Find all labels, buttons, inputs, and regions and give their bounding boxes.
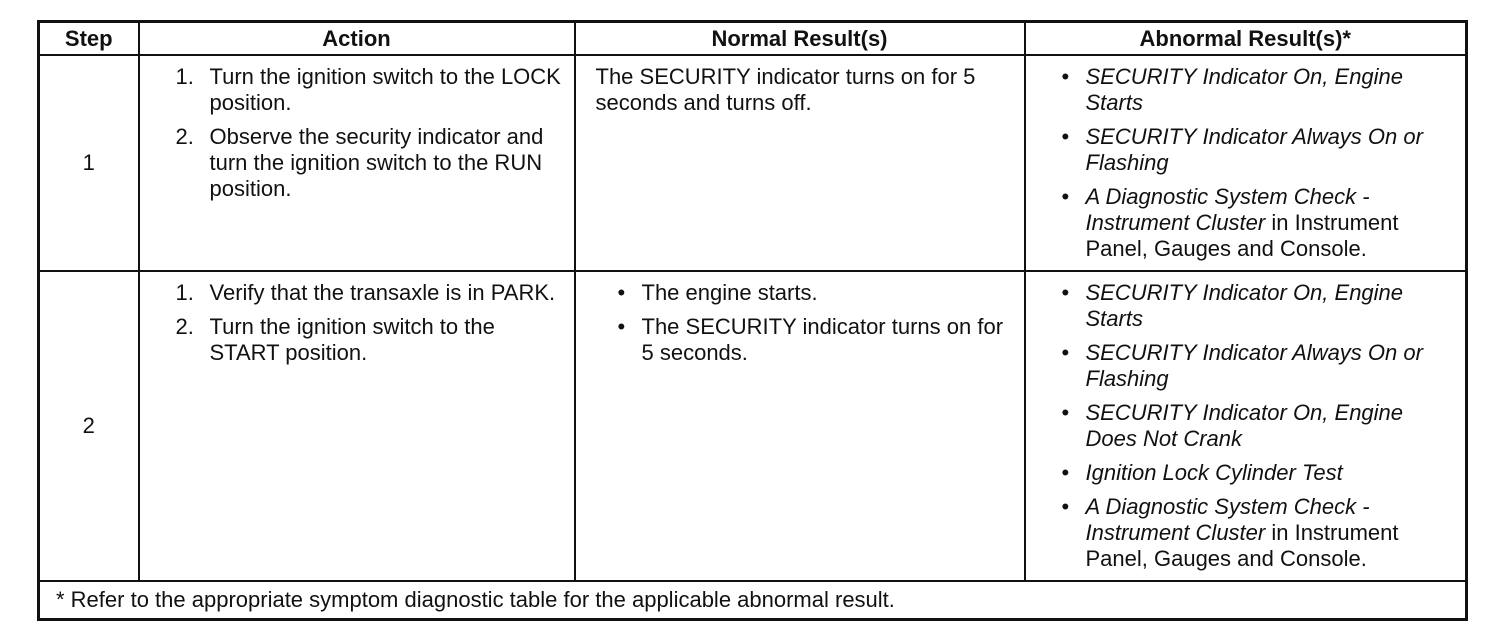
abnormal-result-list [1026,272,1466,572]
action-number: 1. [175,64,194,89]
header-step: Step [39,22,139,56]
bullet-icon: • [1061,124,1070,149]
action-item [176,280,564,306]
normal-result-cell [575,55,1025,271]
abnormal-result-item [1062,124,1458,176]
abnormal-result-item [1062,340,1458,392]
abnormal-result-link-text: SECURITY Indicator Always On or Flashing [1085,340,1423,391]
header-action: Action [139,22,575,56]
action-text: Verify that the transaxle is in PARK. [209,280,556,305]
abnormal-result-item [1062,184,1458,262]
bullet-icon: • [1061,280,1070,305]
abnormal-result-item [1062,400,1458,452]
normal-result-text: The engine starts. [641,280,818,305]
abnormal-result-list [1026,56,1466,262]
header-normal-results: Normal Result(s) [575,22,1025,56]
action-item [176,64,564,116]
normal-result-item [618,280,1016,306]
action-item [176,124,564,202]
bullet-icon: • [1061,184,1070,209]
step-number: 1 [39,55,139,271]
abnormal-result-link-text: A Diagnostic System Check - Instrument Cluster [1085,184,1370,235]
abnormal-result-link-text: SECURITY Indicator On, Engine Does Not Crank [1085,400,1404,451]
bullet-icon: • [1061,494,1070,519]
action-number: 1. [175,280,194,305]
header-abnormal-results: Abnormal Result(s)* [1025,22,1467,56]
action-list [140,272,574,366]
table-row-step-1 [39,55,1467,271]
footnote-row [39,581,1467,620]
bullet-icon: • [617,280,626,305]
action-list [140,56,574,202]
bullet-icon: • [1061,400,1070,425]
abnormal-result-item [1062,460,1458,486]
abnormal-result-cell [1025,55,1467,271]
footnote: * Refer to the appropriate symptom diagnostic table for the applicable abnormal result. [39,581,1467,620]
bullet-icon: • [617,314,626,339]
abnormal-result-item [1062,64,1458,116]
action-text: Turn the ignition switch to the START position. [209,314,495,365]
bullet-icon: • [1061,460,1070,485]
normal-result-item [618,314,1016,366]
header-row [39,22,1467,56]
action-item [176,314,564,366]
table-row-step-2 [39,271,1467,581]
abnormal-result-text: in Instrument Panel, Gauges and Console. [1085,210,1399,261]
action-cell [139,55,575,271]
step-number: 2 [39,271,139,581]
abnormal-result-link-text: SECURITY Indicator On, Engine Starts [1085,64,1404,115]
abnormal-result-cell [1025,271,1467,581]
bullet-icon: • [1061,340,1070,365]
normal-result-cell [575,271,1025,581]
normal-result-text: The SECURITY indicator turns on for 5 seconds and turns off. [595,64,976,115]
abnormal-result-item [1062,494,1458,572]
abnormal-result-link-text: SECURITY Indicator Always On or Flashing [1085,124,1423,175]
action-number: 2. [175,124,194,149]
diagnostic-table [37,20,1468,621]
abnormal-result-link-text: Ignition Lock Cylinder Test [1085,460,1343,485]
normal-result-text: The SECURITY indicator turns on for 5 seconds. [641,314,1004,365]
normal-result-list [576,272,1024,366]
abnormal-result-item [1062,280,1458,332]
abnormal-result-text: in Instrument Panel, Gauges and Console. [1085,520,1399,571]
action-cell [139,271,575,581]
abnormal-result-link-text: SECURITY Indicator On, Engine Starts [1085,280,1404,331]
action-text: Observe the security indicator and turn the ignition switch to the RUN position. [209,124,544,201]
action-number: 2. [175,314,194,339]
abnormal-result-link-text: A Diagnostic System Check - Instrument Cluster [1085,494,1370,545]
bullet-icon: • [1061,64,1070,89]
action-text: Turn the ignition switch to the LOCK position. [209,64,561,115]
